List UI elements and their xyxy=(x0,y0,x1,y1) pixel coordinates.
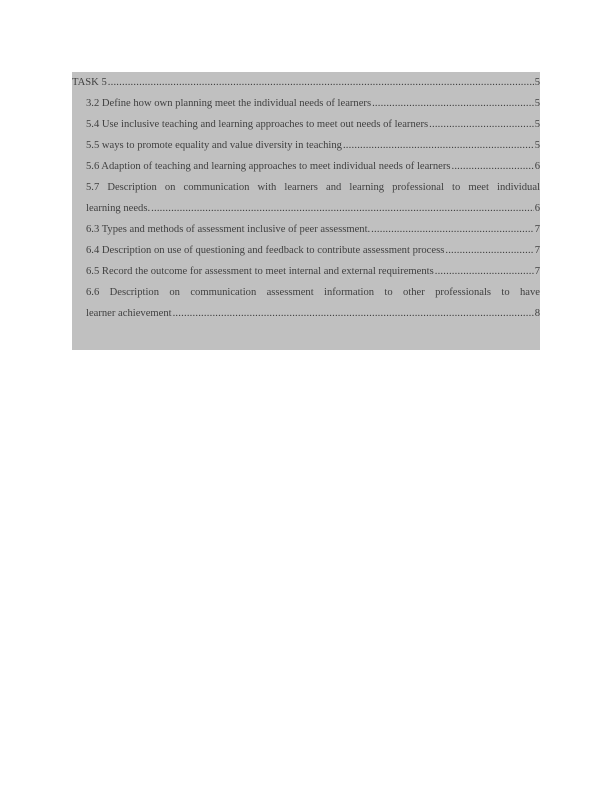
toc-entry-wrapped[interactable] xyxy=(86,181,540,194)
toc-entry-wrapped[interactable] xyxy=(86,286,540,299)
toc-entry[interactable] xyxy=(86,160,540,173)
table-of-contents xyxy=(72,72,540,350)
toc-entry-label-line2: learning needs. xyxy=(86,203,151,214)
toc-dot-leader xyxy=(151,202,534,215)
toc-dot-leader xyxy=(451,160,533,173)
toc-entry-label: 5.5 ways to promote equality and value diversity in teaching xyxy=(86,140,342,151)
toc-task-heading[interactable] xyxy=(72,76,540,89)
toc-entry[interactable] xyxy=(86,97,540,110)
toc-entry-label: 5.4 Use inclusive teaching and learning approaches to meet out needs of learners xyxy=(86,119,429,130)
toc-dot-leader xyxy=(108,76,534,89)
toc-entry-label: 5.6 Adaption of teaching and learning approaches to meet individual needs of learners xyxy=(86,161,451,172)
toc-page-number: 7 xyxy=(534,224,540,235)
toc-dot-leader xyxy=(372,97,534,110)
toc-page-number: 5 xyxy=(534,140,540,151)
toc-entry-label: 6.5 Record the outcome for assessment to meet internal and external requirements xyxy=(86,266,434,277)
toc-entry[interactable] xyxy=(86,118,540,131)
toc-dot-leader xyxy=(173,307,534,320)
toc-entry[interactable] xyxy=(86,265,540,278)
toc-entry-label: 6.4 Description on use of questioning and feedback to contribute assessment process xyxy=(86,245,445,256)
toc-entry-label-line2: learner achievement xyxy=(86,308,172,319)
toc-page-number: 6 xyxy=(534,203,540,214)
toc-dot-leader xyxy=(343,139,534,152)
toc-page-number: 5 xyxy=(534,77,540,88)
toc-task-label: TASK 5 xyxy=(72,77,107,88)
toc-page-number: 7 xyxy=(534,245,540,256)
toc-dot-leader xyxy=(435,265,534,278)
toc-dot-leader xyxy=(371,223,534,236)
toc-entry-label-line1: 5.7 Description on communication with learners and learning professional to meet individual xyxy=(86,182,540,193)
toc-entry-continuation[interactable] xyxy=(86,202,540,215)
toc-entry[interactable] xyxy=(86,223,540,236)
toc-page-number: 5 xyxy=(534,119,540,130)
toc-page-number: 7 xyxy=(534,266,540,277)
toc-entry[interactable] xyxy=(86,244,540,257)
toc-entry-label: 6.3 Types and methods of assessment inclusive of peer assessment. xyxy=(86,224,371,235)
toc-entry-label-line1: 6.6 Description on communication assessment information to other professionals to have xyxy=(86,287,540,298)
toc-entry-label: 3.2 Define how own planning meet the individual needs of learners xyxy=(86,98,372,109)
toc-entry[interactable] xyxy=(86,139,540,152)
toc-dot-leader xyxy=(445,244,533,257)
toc-page-number: 6 xyxy=(534,161,540,172)
toc-entry-continuation[interactable] xyxy=(86,307,540,320)
toc-dot-leader xyxy=(429,118,534,131)
toc-page-number: 5 xyxy=(534,98,540,109)
toc-page-number: 8 xyxy=(534,308,540,319)
